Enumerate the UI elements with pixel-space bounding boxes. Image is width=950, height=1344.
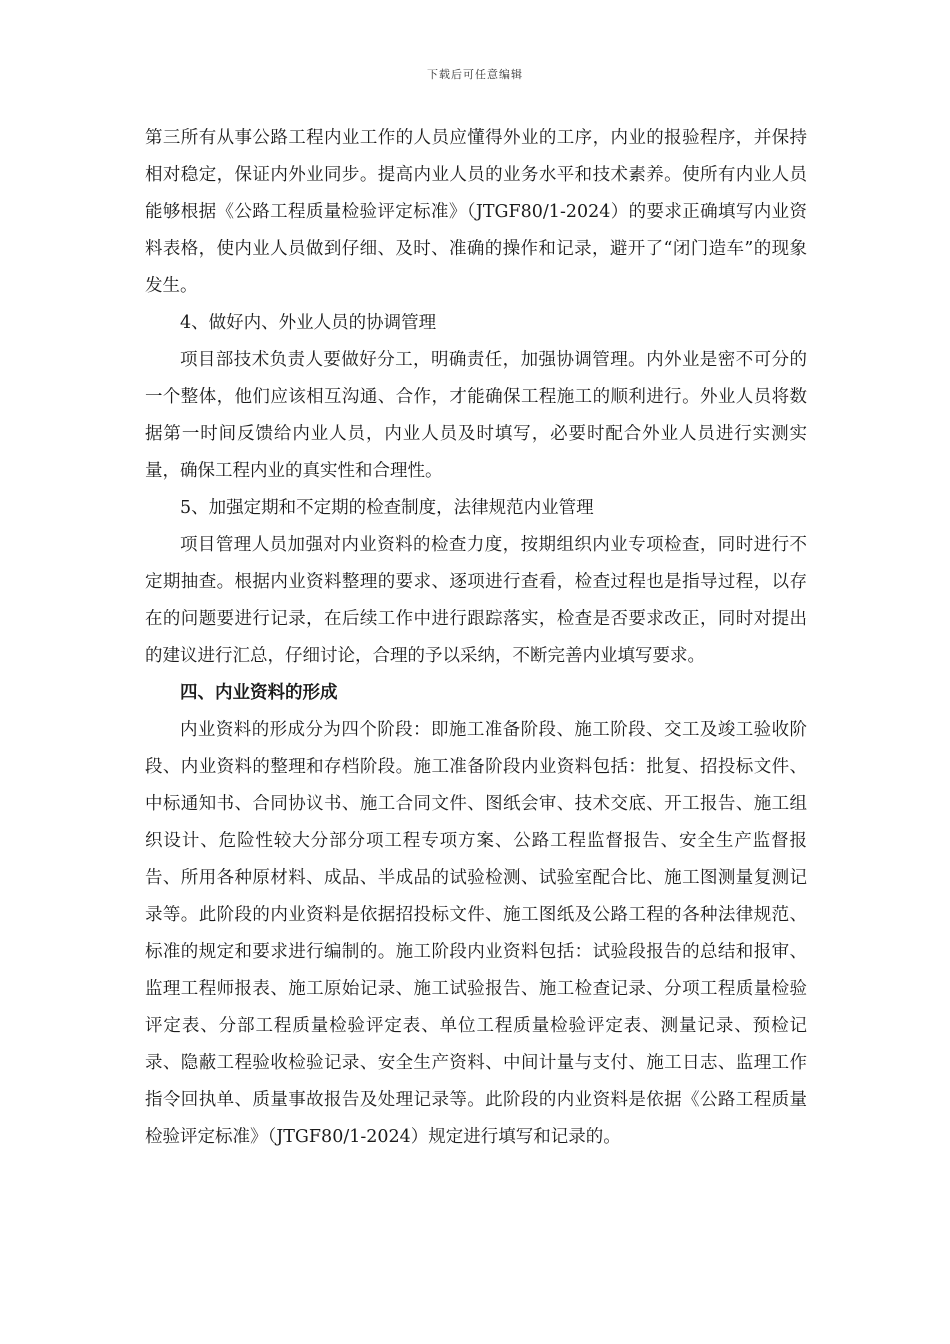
paragraph-inspection: 项目管理人员加强对内业资料的检查力度，按期组织内业专项检查，同时进行不定期抽查。根据内业资料整理的要求、逐项进行查看，检查过程也是指导过程，以存在的问题要进行记录，在后续工作中进行跟踪落实，检查是否要求改正，同时对提出的建议进行汇总，仔细讨论，合理的予以采纳，不断完善内业填写要求。	[145, 535, 807, 666]
paragraph-coordination: 项目部技术负责人要做好分工，明确责任，加强协调管理。内外业是密不可分的一个整体，他们应该相互沟通、合作，才能确保工程施工的顺利进行。外业人员将数据第一时间反馈给内业人员，内业人员及时填写，必要时配合外业人员进行实测实量，确保工程内业的真实性和合理性。	[145, 350, 807, 481]
document-body	[145, 120, 807, 1156]
section-title-coordination: 4、做好内、外业人员的协调管理	[180, 313, 437, 333]
chapter-heading-formation: 四、内业资料的形成	[180, 683, 338, 703]
section-title-inspection: 5、加强定期和不定期的检查制度，法律规范内业管理	[180, 498, 594, 518]
paragraph-formation: 内业资料的形成分为四个阶段：即施工准备阶段、施工阶段、交工及竣工验收阶段、内业资料的整理和存档阶段。施工准备阶段内业资料包括：批复、招投标文件、中标通知书、合同协议书、施工合同文件、图纸会审、技术交底、开工报告、施工组织设计、危险性较大分部分项工程专项方案、公路工程监督报告、安全生产监督报告、所用各种原材料、成品、半成品的试验检测、试验室配合比、施工图测量复测记录等。此阶段的内业资料是依据招投标文件、施工图纸及公路工程的各种法律规范、标准的规定和要求进行编制的。施工阶段内业资料包括：试验段报告的总结和报审、监理工程师报表、施工原始记录、施工试验报告、施工检查记录、分项工程质量检验评定表、分部工程质量检验评定表、单位工程质量检验评定表、测量记录、预检记录、隐蔽工程验收检验记录、安全生产资料、中间计量与支付、施工日志、监理工作指令回执单、质量事故报告及处理记录等。此阶段的内业资料是依据《公路工程质量检验评定标准》（JTGF80/1-2024）规定进行填写和记录的。	[145, 720, 807, 1147]
paragraph-staff-requirements: 第三所有从事公路工程内业工作的人员应懂得外业的工序，内业的报验程序，并保持相对稳定，保证内外业同步。提高内业人员的业务水平和技术素养。使所有内业人员能够根据《公路工程质量检验评定标准》（JTGF80/1-2024）的要求正确填写内业资料表格，使内业人员做到仔细、及时、准确的操作和记录，避开了“闭门造车”的现象发生。	[145, 128, 807, 296]
page-header: 下载后可任意编辑	[427, 68, 523, 81]
